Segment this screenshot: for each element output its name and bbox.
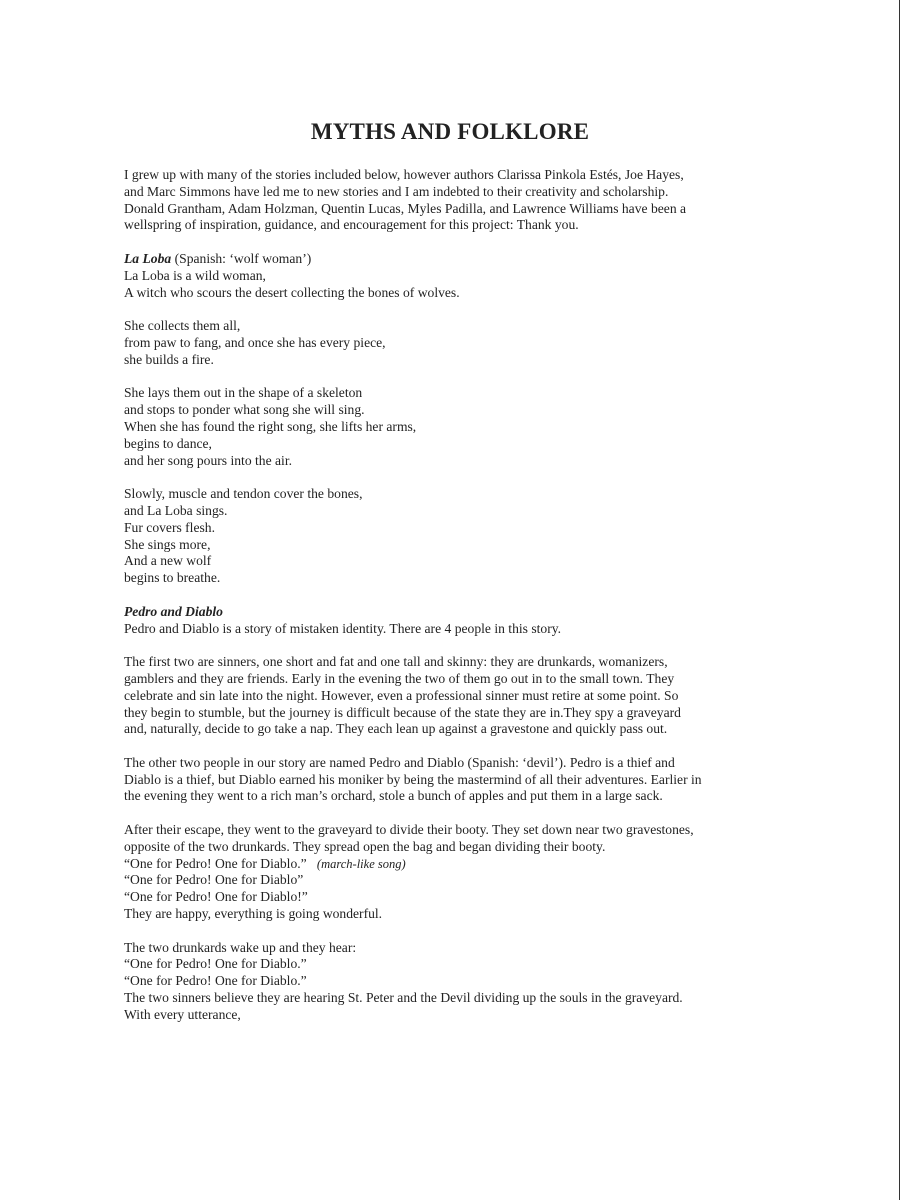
document-body xyxy=(124,167,784,1024)
text-line: Donald Grantham, Adam Holzman, Quentin Lucas, Myles Padilla, and Lawrence Williams have been a xyxy=(124,200,687,216)
pedro-paragraph-4 xyxy=(124,940,784,1024)
la-loba-stanza-1 xyxy=(124,251,784,301)
text-line: opposite of the two drunkards. They spread open the bag and began dividing their booty. xyxy=(124,838,606,854)
text-line: They are happy, everything is going wonderful. xyxy=(124,906,383,922)
pedro-title: Pedro and Diablo xyxy=(124,603,223,619)
poem-line: She sings more, xyxy=(124,536,211,552)
text-line: The other two people in our story are named Pedro and Diablo (Spanish: ‘devil’). Pedro is a thief and xyxy=(124,754,675,770)
poem-line: and her song pours into the air. xyxy=(124,452,293,468)
poem-line: She collects them all, xyxy=(124,318,241,334)
pedro-paragraph-1 xyxy=(124,654,784,738)
poem-line: begins to dance, xyxy=(124,435,212,451)
text-line: celebrate and sin late into the night. However, even a professional sinner must retire at some point. So xyxy=(124,687,679,703)
poem-line: La Loba is a wild woman, xyxy=(124,267,266,283)
text-line: With every utterance, xyxy=(124,1006,241,1022)
text-line: and, naturally, decide to go take a nap. They each lean up against a gravestone and quickly pass out. xyxy=(124,721,668,737)
text-line: Pedro and Diablo is a story of mistaken identity. There are 4 people in this story. xyxy=(124,620,562,636)
poem-line: and stops to ponder what song she will sing. xyxy=(124,402,365,418)
poem-line: from paw to fang, and once she has every piece, xyxy=(124,334,386,350)
text-line: they begin to stumble, but the journey is difficult because of the state they are in.They spy a graveyard xyxy=(124,704,681,720)
poem-line: When she has found the right song, she lifts her arms, xyxy=(124,418,417,434)
la-loba-subtitle: (Spanish: ‘wolf woman’) xyxy=(171,250,312,266)
text-line: I grew up with many of the stories included below, however authors Clarissa Pinkola Estés, Joe Hayes, xyxy=(124,167,684,182)
chant-line: “One for Pedro! One for Diablo” xyxy=(124,872,304,888)
la-loba-stanza-2 xyxy=(124,318,784,368)
text-line: The first two are sinners, one short and fat and one tall and skinny: they are drunkards, womanizers, xyxy=(124,654,668,670)
text-line: wellspring of inspiration, guidance, and encouragement for this project: Thank you. xyxy=(124,217,579,233)
text-line: The two sinners believe they are hearing St. Peter and the Devil dividing up the souls in the graveyard. xyxy=(124,990,683,1006)
chant-line: “One for Pedro! One for Diablo!” xyxy=(124,889,308,905)
poem-line: begins to breathe. xyxy=(124,570,221,586)
text-line: After their escape, they went to the graveyard to divide their booty. They set down near two gravestones, xyxy=(124,822,694,838)
poem-line: Slowly, muscle and tendon cover the bones, xyxy=(124,486,363,502)
text-line: gamblers and they are friends. Early in the evening the two of them go out in to the small town. They xyxy=(124,670,675,686)
la-loba-title: La Loba xyxy=(124,250,172,266)
poem-line: Fur covers flesh. xyxy=(124,519,215,535)
chant-note: (march-like song) xyxy=(316,856,406,871)
chant-text: “One for Pedro! One for Diablo.” xyxy=(124,855,307,871)
poem-line: She lays them out in the shape of a skeleton xyxy=(124,385,363,401)
poem-line: A witch who scours the desert collecting the bones of wolves. xyxy=(124,284,460,300)
chant-line: “One for Pedro! One for Diablo.” xyxy=(124,956,307,972)
text-line: and Marc Simmons have led me to new stories and I am indebted to their creativity and scholarship. xyxy=(124,183,669,199)
pedro-paragraph-2 xyxy=(124,755,784,805)
pedro-intro xyxy=(124,604,784,638)
poem-line: she builds a fire. xyxy=(124,351,214,367)
chant-line xyxy=(124,856,784,873)
la-loba-stanza-4 xyxy=(124,486,784,587)
intro-paragraph xyxy=(124,167,784,234)
text-line: the evening they went to a rich man’s orchard, stole a bunch of apples and put them in a large sack. xyxy=(124,788,663,804)
la-loba-heading xyxy=(124,251,784,268)
pedro-paragraph-3 xyxy=(124,822,784,923)
text-line: The two drunkards wake up and they hear: xyxy=(124,939,357,955)
poem-line: And a new wolf xyxy=(124,553,212,569)
chant-line: “One for Pedro! One for Diablo.” xyxy=(124,973,307,989)
la-loba-stanza-3 xyxy=(124,385,784,469)
poem-line: and La Loba sings. xyxy=(124,502,228,518)
page-title: MYTHS AND FOLKLORE xyxy=(310,119,590,144)
text-line: Diablo is a thief, but Diablo earned his moniker by being the mastermind of all their adventures. Earlier in xyxy=(124,771,702,787)
